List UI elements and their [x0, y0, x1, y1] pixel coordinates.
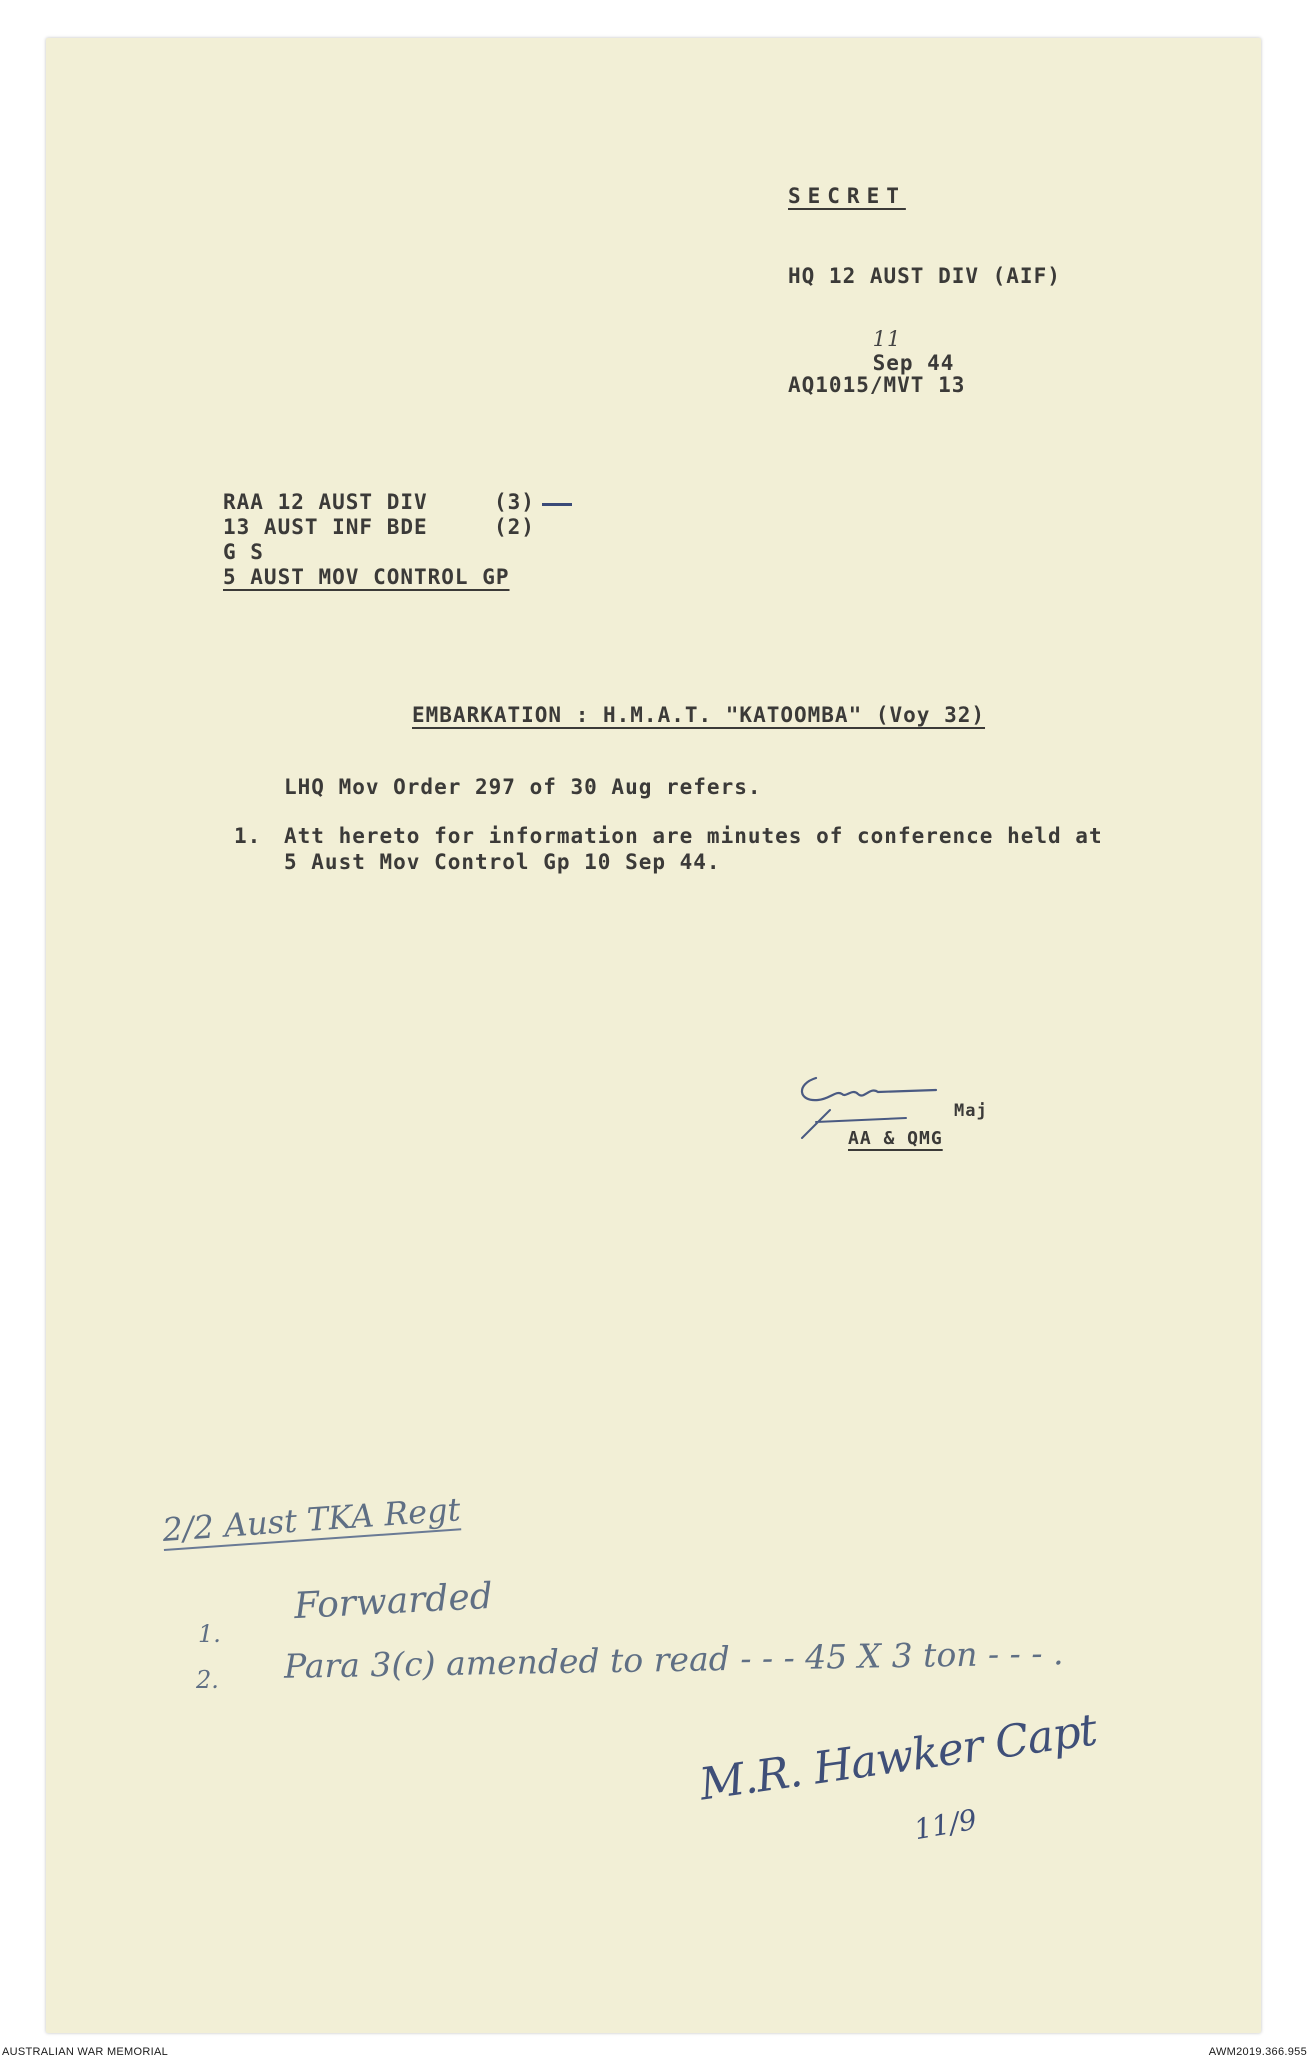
- footer-institution: AUSTRALIAN WAR MEMORIAL: [2, 2046, 169, 2058]
- signatory-rank: Maj: [954, 1101, 988, 1121]
- document-page: [46, 38, 1261, 2033]
- distribution-unit-1: RAA 12 AUST DIV: [223, 490, 428, 514]
- subject-line: EMBARKATION : H.M.A.T. "KATOOMBA" (Voy 32): [412, 703, 986, 727]
- classification-marking: SECRET: [788, 184, 906, 208]
- handwritten-item-number-2: 2.: [196, 1666, 219, 1694]
- distribution-unit-4: 5 AUST MOV CONTROL GP: [223, 565, 510, 589]
- signatory-appointment: AA & QMG: [848, 1128, 943, 1149]
- handwritten-item-text-2: Para 3(c) amended to read - - - 45 X 3 ton - - - .: [283, 1633, 1064, 1686]
- handwritten-signature: M.R. Hawker Capt: [696, 1704, 1100, 1811]
- paragraph-text-line-1: Att hereto for information are minutes of conference held at: [284, 824, 1103, 848]
- date-month-year: Sep 44: [872, 351, 955, 375]
- distribution-copies-2: (2): [494, 515, 535, 539]
- footer-accession-number: AWM2019.366.955: [1208, 2046, 1307, 2058]
- handwritten-addressee: 2/2 Aust TKA Regt: [161, 1490, 462, 1550]
- distribution-dash-mark: [542, 503, 572, 506]
- distribution-unit-3: G S: [223, 540, 264, 564]
- date-day: 11: [872, 327, 902, 351]
- file-reference: AQ1015/MVT 13: [788, 373, 966, 397]
- distribution-copies-1: (3): [494, 490, 535, 514]
- handwritten-item-number-1: 1.: [198, 1620, 221, 1648]
- paragraph-text-line-2: 5 Aust Mov Control Gp 10 Sep 44.: [284, 850, 721, 874]
- handwritten-item-text-1: Forwarded: [293, 1575, 494, 1628]
- handwritten-date: 11/9: [911, 1802, 980, 1847]
- headquarters-line: HQ 12 AUST DIV (AIF): [788, 264, 1061, 288]
- distribution-unit-2: 13 AUST INF BDE: [223, 515, 428, 539]
- paragraph-number: 1.: [234, 824, 262, 848]
- reference-line: LHQ Mov Order 297 of 30 Aug refers.: [284, 775, 762, 799]
